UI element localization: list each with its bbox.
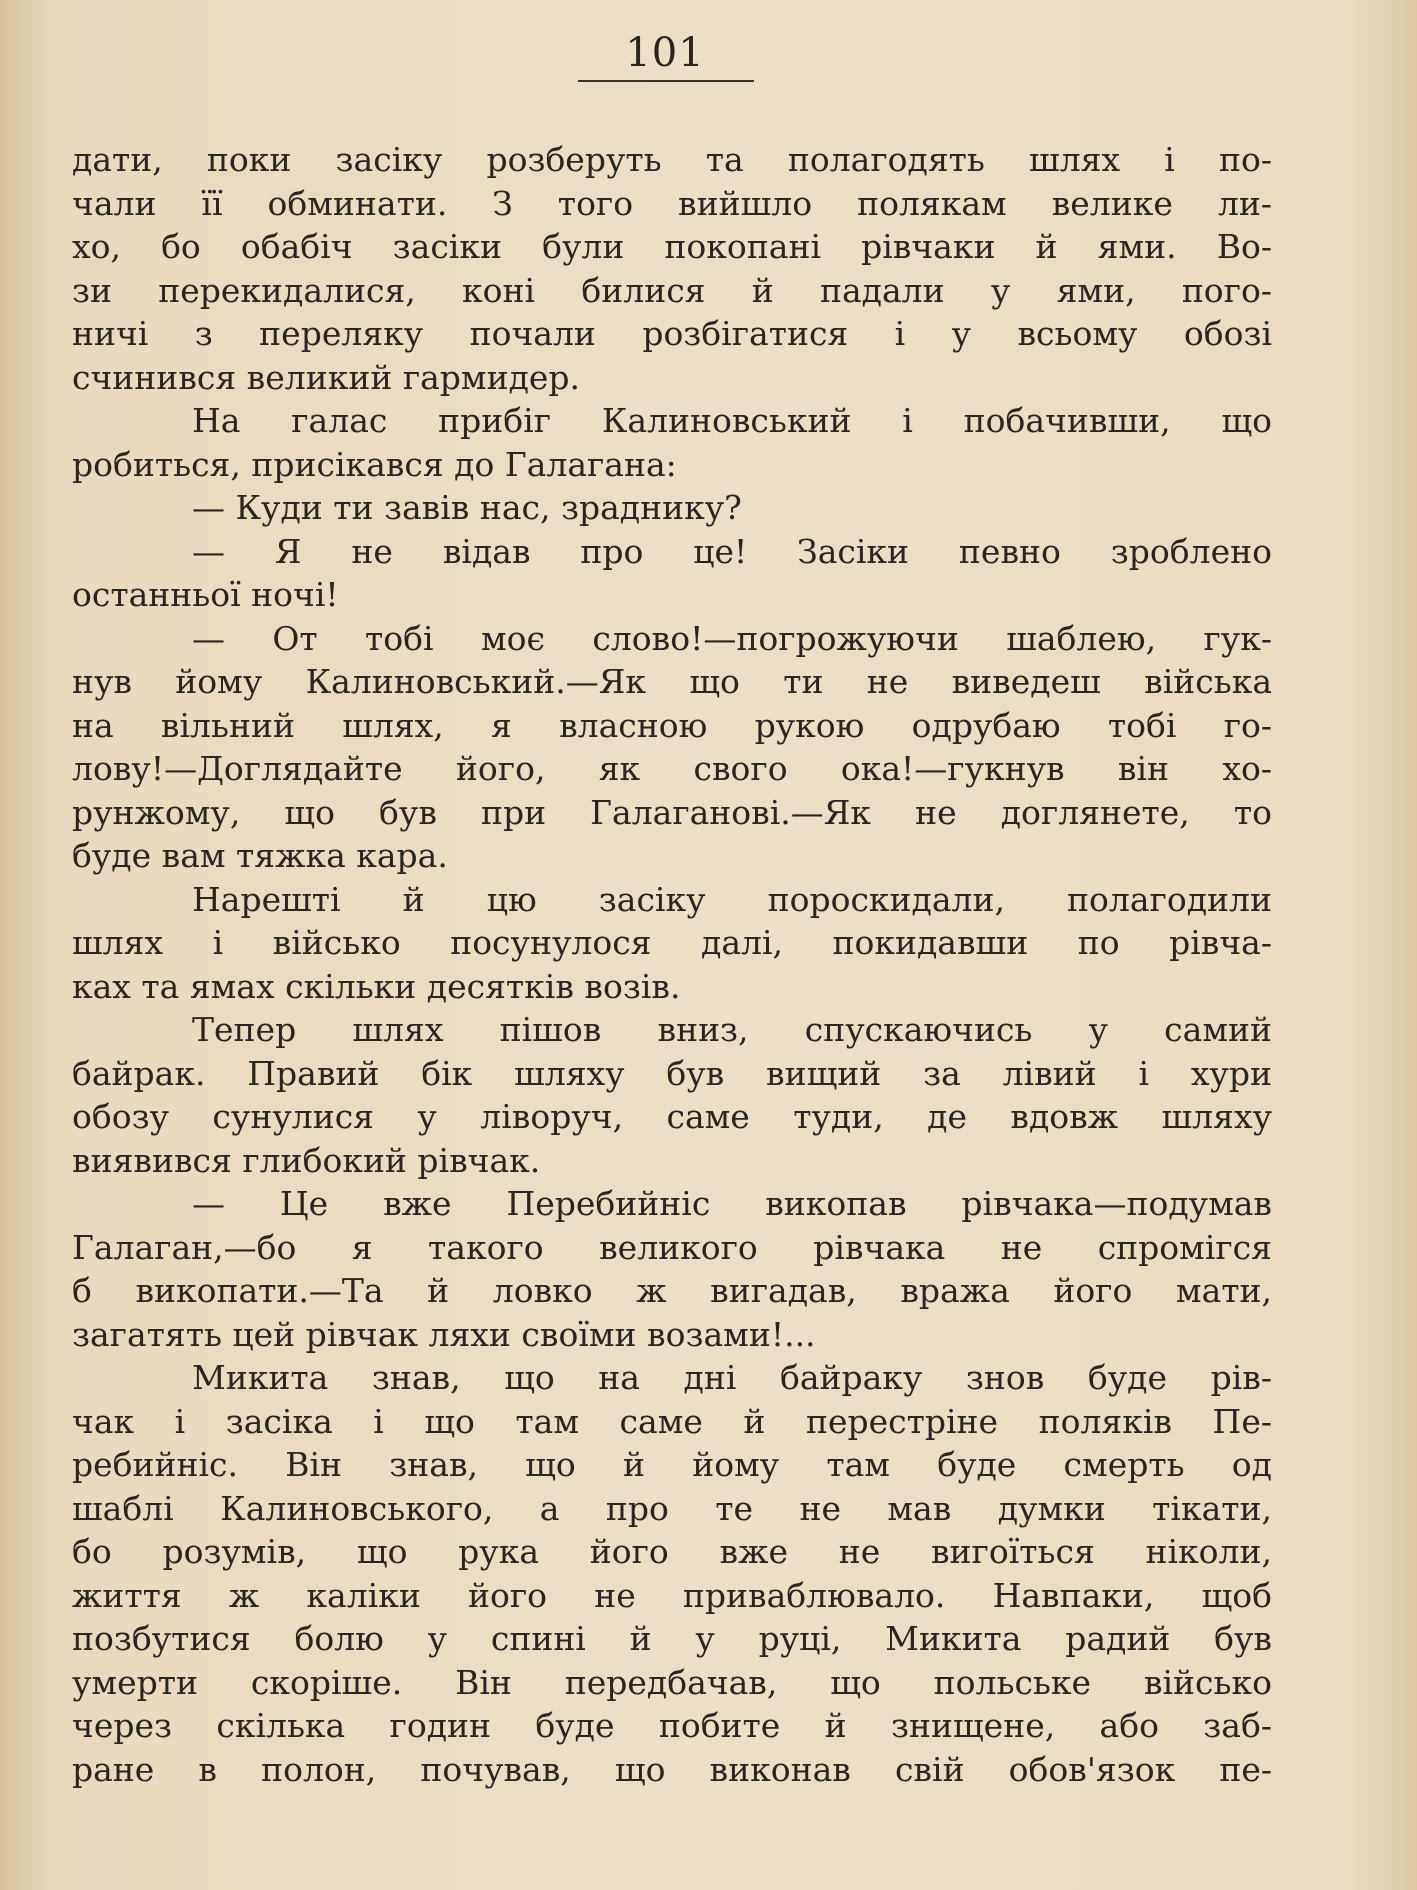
text-line: хо, бо обабіч засіки були покопані рівчаки й ями. Во- — [72, 227, 1272, 266]
text-line: — Куди ти завів нас, зраднику? — [192, 488, 742, 527]
text-line: На галас прибіг Калиновський і побачивши, що — [192, 401, 1272, 440]
text-line: — Я не відав про це! Засіки певно зроблено — [192, 531, 1272, 571]
text-line: умерти скоріше. Він передбачав, що польське військо — [72, 1662, 1272, 1702]
text-line: нув йому Калиновський.—Як що ти не виведеш війська — [72, 662, 1272, 701]
text-line: робиться, присікався до Галагана: — [72, 444, 677, 484]
text-line: зи перекидалися, коні билися й падали у ями, пого- — [72, 270, 1272, 310]
text-line: — От тобі моє слово!—погрожуючи шаблею, гук- — [192, 618, 1272, 658]
text-line: ках та ямах скільки десятків возів. — [72, 966, 681, 1006]
text-line: ничі з переляку почали розбігатися і у всьому обозі — [72, 314, 1272, 353]
text-line: чали її обминати. З того вийшло полякам велике ли- — [72, 183, 1272, 223]
text-line: загатять цей рівчак ляхи своїми возами!... — [72, 1314, 816, 1354]
text-line: останньої ночі! — [72, 575, 339, 614]
text-line: Галаган,—бо я такого великого рівчака не спромігся — [72, 1227, 1272, 1267]
text-line: буде вам тяжка кара. — [72, 836, 448, 875]
page-number: 101 — [625, 30, 705, 76]
header-rule — [578, 80, 754, 82]
text-line: дати, поки засіку розберуть та полагодять шлях і по- — [72, 140, 1272, 179]
text-line: шаблі Калиновського, а про те не мав думки тікати, — [72, 1488, 1272, 1528]
text-line: бо розумів, що рука його вже не вигоїться ніколи, — [72, 1532, 1272, 1571]
body-text — [72, 138, 1272, 1791]
text-line: Нарешті й цю засіку пороскидали, полагодили — [192, 879, 1272, 919]
text-line: життя ж каліки його не приваблювало. Навпаки, щоб — [72, 1575, 1272, 1615]
text-line: шлях і військо посунулося далі, покидавши по рівча- — [72, 923, 1272, 962]
text-line: виявився глибокий рівчак. — [72, 1140, 541, 1180]
text-line: ребийніс. Він знав, що й йому там буде смерть од — [72, 1445, 1272, 1484]
text-line: ране в полон, почував, що виконав свій обов'язок пе- — [72, 1749, 1272, 1789]
text-line: чак і засіка і що там саме й перестріне поляків Пе- — [72, 1401, 1272, 1441]
text-line: на вільний шлях, я власною рукою одрубаю тобі го- — [72, 705, 1272, 745]
text-line: позбутися болю у спині й у руці, Микита радий був — [72, 1619, 1272, 1658]
text-line: Микита знав, що на дні байраку знов буде рів- — [192, 1358, 1272, 1397]
text-line: б викопати.—Та й ловко ж вигадав, вража його мати, — [72, 1271, 1272, 1310]
text-line: счинився великий гармидер. — [72, 357, 581, 397]
text-line: лову!—Доглядайте його, як свого ока!—гукнув він хо- — [72, 749, 1272, 788]
text-line: через скілька годин буде побите й знищене, або заб- — [72, 1706, 1272, 1745]
text-line: байрак. Правий бік шляху був вищий за лівий і хури — [72, 1053, 1272, 1093]
text-line: — Це вже Перебийніс викопав рівчака—подумав — [192, 1184, 1272, 1223]
text-line: рунжому, що був при Галаганові.—Як не доглянете, то — [72, 792, 1272, 832]
text-line: Тепер шлях пішов вниз, спускаючись у самий — [192, 1010, 1272, 1049]
text-line: обозу сунулися у ліворуч, саме туди, де вдовж шляху — [72, 1097, 1272, 1136]
